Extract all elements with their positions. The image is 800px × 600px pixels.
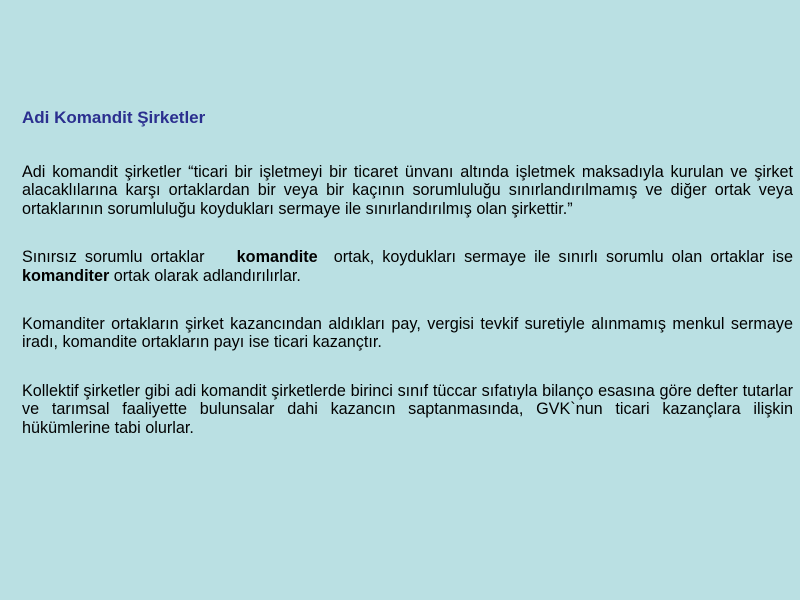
paragraph-taxation: Kollektif şirketler gibi adi komandit şirketlerde birinci sınıf tüccar sıfatıyla bilanço esasına göre defter tutarlar ve tarımsal faaliyette bulunsalar dahi kazancın saptanmasında, GVK`nun ticari kazançlara ilişkin hükümlerine tabi olurlar. xyxy=(22,381,793,437)
term-komandite: komandite xyxy=(236,248,318,267)
slide-title: Adi Komandit Şirketler xyxy=(22,108,206,127)
partner-types-text-1: Sınırsız sorumlu ortaklar xyxy=(22,248,237,267)
paragraph-partner-types xyxy=(22,248,798,285)
paragraph-income-types: Komanditer ortakların şirket kazancından aldıkları pay, vergisi tevkif suretiyle alınmamış menkul sermaye iradı, komandite ortakların payı ise ticari kazançtır. xyxy=(22,315,793,352)
paragraph-definition: Adi komandit şirketler “ticari bir işletmeyi bir ticaret ünvanı altında işletmek maksadıyla kurulan ve şirket alacaklılarına karşı ortaklardan bir veya bir kaçının sorumluluğu sınırlandırılmamış ve diğer ortak veya ortaklarının sorumluluğu koydukları sermaye ile sınırlandırılmış olan şirkettir.” xyxy=(22,163,793,218)
term-komanditer: komanditer xyxy=(22,266,110,285)
slide-body xyxy=(22,163,798,467)
partner-types-text-2: ortak, koydukları sermaye ile sınırlı sorumlu olan ortaklar ise xyxy=(317,248,798,267)
partner-types-text-3: ortak olarak adlandırılırlar. xyxy=(109,266,301,285)
